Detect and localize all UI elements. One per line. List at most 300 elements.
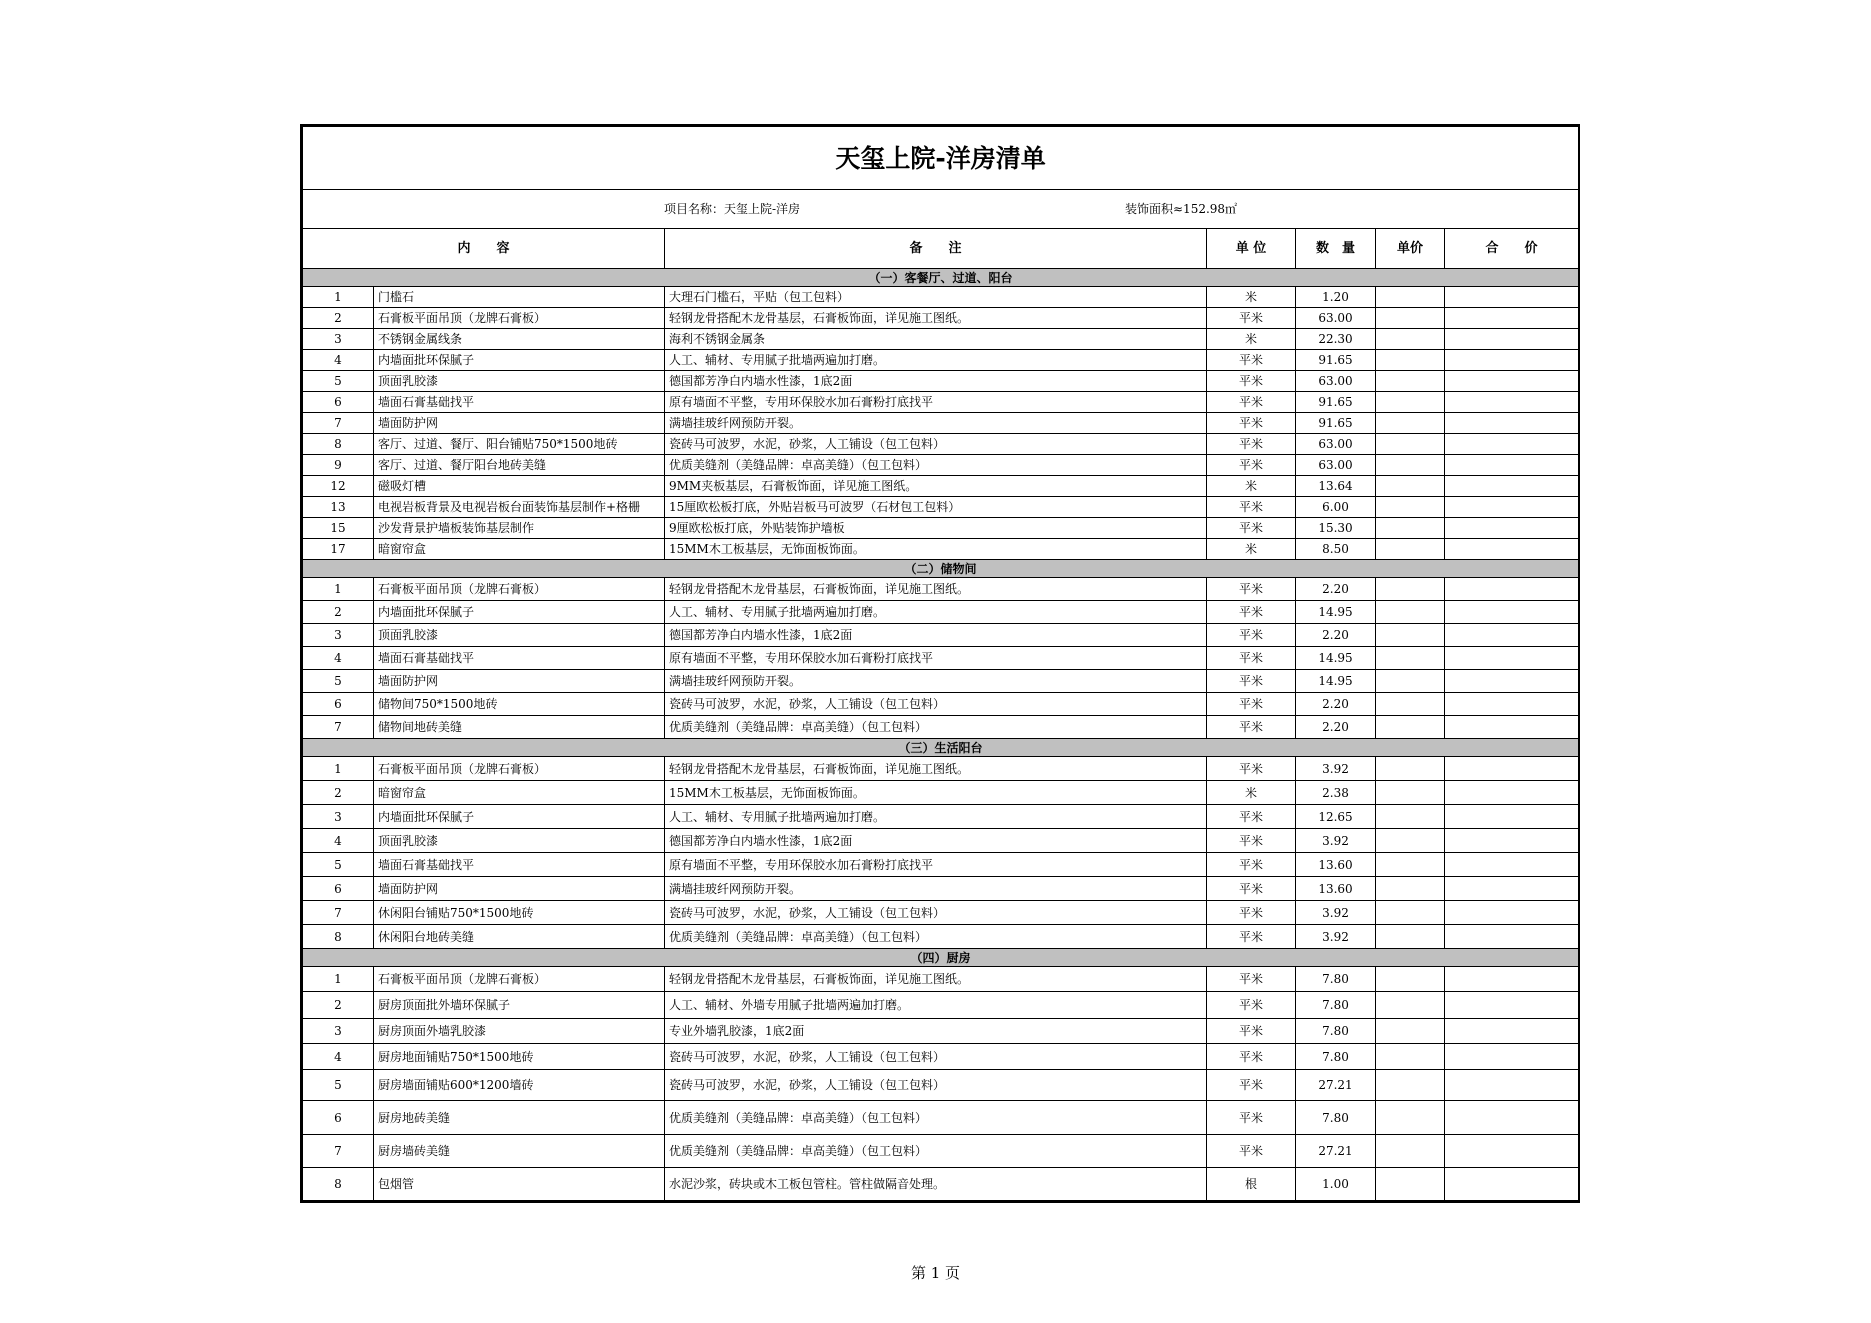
item-name: 石膏板平面吊顶（龙牌石膏板） [374, 308, 665, 329]
item-note: 轻钢龙骨搭配木龙骨基层，石膏板饰面，详见施工图纸。 [665, 967, 1207, 992]
decoration-area: 装饰面积≈152.98㎡ [1125, 202, 1238, 216]
item-price [1376, 287, 1445, 308]
item-total [1445, 287, 1579, 308]
item-quantity: 3.92 [1296, 829, 1376, 853]
item-note: 优质美缝剂（美缝品牌：卓高美缝）（包工包料） [665, 1101, 1207, 1135]
item-name: 暗窗帘盒 [374, 539, 665, 560]
item-unit: 米 [1207, 329, 1296, 350]
row-number: 7 [303, 1135, 374, 1168]
item-unit: 平米 [1207, 308, 1296, 329]
item-quantity: 14.95 [1296, 601, 1376, 624]
table-row [303, 967, 1579, 992]
item-unit: 平米 [1207, 601, 1296, 624]
table-row [303, 925, 1579, 949]
item-name: 石膏板平面吊顶（龙牌石膏板） [374, 967, 665, 992]
item-total [1445, 601, 1579, 624]
item-quantity: 3.92 [1296, 757, 1376, 781]
item-price [1376, 329, 1445, 350]
table-row [303, 413, 1579, 434]
item-name: 厨房墙砖美缝 [374, 1135, 665, 1168]
item-price [1376, 497, 1445, 518]
table-row [303, 371, 1579, 392]
item-total [1445, 925, 1579, 949]
header-content: 内 容 [303, 229, 665, 269]
item-name: 墙面石膏基础找平 [374, 392, 665, 413]
item-quantity: 2.20 [1296, 624, 1376, 647]
item-unit: 米 [1207, 476, 1296, 497]
item-price [1376, 392, 1445, 413]
item-quantity: 14.95 [1296, 670, 1376, 693]
section-title: （四）厨房 [303, 949, 1579, 967]
item-total [1445, 992, 1579, 1019]
item-total [1445, 647, 1579, 670]
table-row [303, 308, 1579, 329]
item-name: 厨房地面铺贴750*1500地砖 [374, 1044, 665, 1070]
item-quantity: 2.38 [1296, 781, 1376, 805]
item-name: 石膏板平面吊顶（龙牌石膏板） [374, 757, 665, 781]
row-number: 13 [303, 497, 374, 518]
item-name: 休闲阳台地砖美缝 [374, 925, 665, 949]
item-unit: 平米 [1207, 413, 1296, 434]
item-quantity: 2.20 [1296, 693, 1376, 716]
item-quantity: 22.30 [1296, 329, 1376, 350]
row-number: 6 [303, 392, 374, 413]
project-info [303, 190, 1579, 229]
item-quantity: 7.80 [1296, 992, 1376, 1019]
item-quantity: 12.65 [1296, 805, 1376, 829]
item-name: 包烟管 [374, 1168, 665, 1201]
item-quantity: 7.80 [1296, 967, 1376, 992]
item-name: 墙面防护网 [374, 670, 665, 693]
header-note: 备 注 [665, 229, 1207, 269]
item-unit: 平米 [1207, 392, 1296, 413]
header-total: 合 价 [1445, 229, 1579, 269]
section-header-row [303, 949, 1579, 967]
item-quantity: 1.00 [1296, 1168, 1376, 1201]
item-price [1376, 647, 1445, 670]
item-note: 人工、辅材、专用腻子批墙两遍加打磨。 [665, 601, 1207, 624]
item-note: 原有墙面不平整，专用环保胶水加石膏粉打底找平 [665, 647, 1207, 670]
table-row [303, 805, 1579, 829]
item-name: 客厅、过道、餐厅、阳台铺贴750*1500地砖 [374, 434, 665, 455]
item-unit: 平米 [1207, 455, 1296, 476]
item-name: 顶面乳胶漆 [374, 371, 665, 392]
item-total [1445, 497, 1579, 518]
item-note: 优质美缝剂（美缝品牌：卓高美缝）（包工包料） [665, 455, 1207, 476]
item-price [1376, 601, 1445, 624]
item-price [1376, 853, 1445, 877]
item-note: 瓷砖马可波罗，水泥，砂浆，人工铺设（包工包料） [665, 1070, 1207, 1101]
item-total [1445, 967, 1579, 992]
project-name: 项目名称：天玺上院-洋房 [664, 202, 801, 216]
item-note: 9厘欧松板打底，外贴装饰护墙板 [665, 518, 1207, 539]
row-number: 6 [303, 877, 374, 901]
row-number: 3 [303, 329, 374, 350]
row-number: 1 [303, 578, 374, 601]
item-unit: 平米 [1207, 434, 1296, 455]
quotation-table [302, 126, 1579, 1201]
item-price [1376, 1019, 1445, 1044]
item-total [1445, 1101, 1579, 1135]
section-title: （二）储物间 [303, 560, 1579, 578]
item-unit: 米 [1207, 781, 1296, 805]
item-note: 人工、辅材、外墙专用腻子批墙两遍加打磨。 [665, 992, 1207, 1019]
item-unit: 平米 [1207, 805, 1296, 829]
section-header-row [303, 739, 1579, 757]
item-unit: 平米 [1207, 693, 1296, 716]
item-price [1376, 901, 1445, 925]
item-total [1445, 1135, 1579, 1168]
item-name: 石膏板平面吊顶（龙牌石膏板） [374, 578, 665, 601]
table-row [303, 1168, 1579, 1201]
item-unit: 平米 [1207, 992, 1296, 1019]
item-total [1445, 1168, 1579, 1201]
item-total [1445, 455, 1579, 476]
item-name: 厨房墙面铺贴600*1200墙砖 [374, 1070, 665, 1101]
item-total [1445, 392, 1579, 413]
table-row [303, 329, 1579, 350]
item-price [1376, 1135, 1445, 1168]
item-quantity: 63.00 [1296, 434, 1376, 455]
row-number: 7 [303, 716, 374, 739]
item-note: 9MM夹板基层，石膏板饰面，详见施工图纸。 [665, 476, 1207, 497]
item-quantity: 3.92 [1296, 925, 1376, 949]
item-price [1376, 670, 1445, 693]
item-note: 人工、辅材、专用腻子批墙两遍加打磨。 [665, 350, 1207, 371]
table-row [303, 476, 1579, 497]
table-row [303, 287, 1579, 308]
item-name: 墙面石膏基础找平 [374, 853, 665, 877]
row-number: 1 [303, 967, 374, 992]
item-quantity: 7.80 [1296, 1044, 1376, 1070]
row-number: 2 [303, 992, 374, 1019]
table-row [303, 716, 1579, 739]
table-row [303, 601, 1579, 624]
table-row [303, 518, 1579, 539]
item-total [1445, 329, 1579, 350]
item-price [1376, 434, 1445, 455]
item-name: 门槛石 [374, 287, 665, 308]
table-row [303, 455, 1579, 476]
item-name: 顶面乳胶漆 [374, 829, 665, 853]
row-number: 5 [303, 371, 374, 392]
item-total [1445, 877, 1579, 901]
item-price [1376, 757, 1445, 781]
row-number: 5 [303, 1070, 374, 1101]
item-name: 厨房地砖美缝 [374, 1101, 665, 1135]
item-total [1445, 518, 1579, 539]
row-number: 3 [303, 1019, 374, 1044]
item-price [1376, 539, 1445, 560]
item-quantity: 2.20 [1296, 578, 1376, 601]
item-name: 暗窗帘盒 [374, 781, 665, 805]
row-number: 2 [303, 601, 374, 624]
quotation-sheet [300, 124, 1580, 1203]
table-row [303, 693, 1579, 716]
item-unit: 平米 [1207, 518, 1296, 539]
item-unit: 平米 [1207, 647, 1296, 670]
item-note: 优质美缝剂（美缝品牌：卓高美缝）（包工包料） [665, 925, 1207, 949]
item-price [1376, 518, 1445, 539]
item-name: 客厅、过道、餐厅阳台地砖美缝 [374, 455, 665, 476]
item-name: 磁吸灯槽 [374, 476, 665, 497]
row-number: 3 [303, 624, 374, 647]
table-row [303, 829, 1579, 853]
item-quantity: 63.00 [1296, 455, 1376, 476]
table-row [303, 1019, 1579, 1044]
item-price [1376, 1168, 1445, 1201]
item-total [1445, 578, 1579, 601]
table-row [303, 539, 1579, 560]
item-total [1445, 829, 1579, 853]
item-name: 沙发背景护墙板装饰基层制作 [374, 518, 665, 539]
table-row [303, 901, 1579, 925]
item-unit: 平米 [1207, 497, 1296, 518]
row-number: 17 [303, 539, 374, 560]
row-number: 4 [303, 1044, 374, 1070]
item-unit: 平米 [1207, 1070, 1296, 1101]
item-total [1445, 1070, 1579, 1101]
item-quantity: 13.60 [1296, 877, 1376, 901]
item-name: 墙面防护网 [374, 877, 665, 901]
item-quantity: 63.00 [1296, 308, 1376, 329]
item-note: 15MM木工板基层，无饰面板饰面。 [665, 539, 1207, 560]
item-price [1376, 992, 1445, 1019]
item-quantity: 7.80 [1296, 1019, 1376, 1044]
item-price [1376, 476, 1445, 497]
item-price [1376, 1044, 1445, 1070]
item-total [1445, 716, 1579, 739]
item-quantity: 14.95 [1296, 647, 1376, 670]
item-unit: 平米 [1207, 1019, 1296, 1044]
item-note: 德国都芳净白内墙水性漆，1底2面 [665, 371, 1207, 392]
item-quantity: 13.60 [1296, 853, 1376, 877]
item-total [1445, 901, 1579, 925]
row-number: 4 [303, 647, 374, 670]
item-note: 满墙挂玻纤网预防开裂。 [665, 877, 1207, 901]
item-note: 水泥沙浆，砖块或木工板包管柱。管柱做隔音处理。 [665, 1168, 1207, 1201]
item-price [1376, 805, 1445, 829]
table-row [303, 992, 1579, 1019]
section-header-row [303, 560, 1579, 578]
column-header-row [303, 229, 1579, 269]
row-number: 1 [303, 287, 374, 308]
item-note: 15厘欧松板打底，外贴岩板马可波罗（石材包工包料） [665, 497, 1207, 518]
item-name: 储物间地砖美缝 [374, 716, 665, 739]
item-quantity: 7.80 [1296, 1101, 1376, 1135]
item-total [1445, 624, 1579, 647]
item-unit: 平米 [1207, 829, 1296, 853]
table-row [303, 877, 1579, 901]
item-note: 15MM木工板基层，无饰面板饰面。 [665, 781, 1207, 805]
item-quantity: 91.65 [1296, 392, 1376, 413]
section-header-row [303, 269, 1579, 287]
table-row [303, 1044, 1579, 1070]
item-price [1376, 693, 1445, 716]
item-note: 原有墙面不平整，专用环保胶水加石膏粉打底找平 [665, 392, 1207, 413]
item-unit: 根 [1207, 1168, 1296, 1201]
item-quantity: 3.92 [1296, 901, 1376, 925]
section-title: （一）客餐厅、过道、阳台 [303, 269, 1579, 287]
item-quantity: 6.00 [1296, 497, 1376, 518]
item-note: 轻钢龙骨搭配木龙骨基层，石膏板饰面，详见施工图纸。 [665, 308, 1207, 329]
item-price [1376, 455, 1445, 476]
item-price [1376, 350, 1445, 371]
row-number: 15 [303, 518, 374, 539]
row-number: 4 [303, 350, 374, 371]
item-total [1445, 670, 1579, 693]
item-total [1445, 413, 1579, 434]
row-number: 4 [303, 829, 374, 853]
item-unit: 平米 [1207, 877, 1296, 901]
item-name: 顶面乳胶漆 [374, 624, 665, 647]
item-unit: 平米 [1207, 853, 1296, 877]
item-note: 轻钢龙骨搭配木龙骨基层，石膏板饰面，详见施工图纸。 [665, 757, 1207, 781]
item-price [1376, 829, 1445, 853]
item-price [1376, 781, 1445, 805]
row-number: 12 [303, 476, 374, 497]
row-number: 5 [303, 670, 374, 693]
item-quantity: 91.65 [1296, 413, 1376, 434]
row-number: 6 [303, 1101, 374, 1135]
table-row [303, 781, 1579, 805]
item-total [1445, 350, 1579, 371]
item-unit: 平米 [1207, 967, 1296, 992]
item-note: 瓷砖马可波罗，水泥，砂浆，人工铺设（包工包料） [665, 434, 1207, 455]
item-note: 大理石门槛石，平贴（包工包料） [665, 287, 1207, 308]
item-price [1376, 624, 1445, 647]
item-name: 电视岩板背景及电视岩板台面装饰基层制作+格栅 [374, 497, 665, 518]
table-row [303, 434, 1579, 455]
item-quantity: 2.20 [1296, 716, 1376, 739]
item-unit: 平米 [1207, 350, 1296, 371]
row-number: 2 [303, 781, 374, 805]
item-unit: 平米 [1207, 670, 1296, 693]
item-total [1445, 853, 1579, 877]
item-unit: 米 [1207, 539, 1296, 560]
item-name: 厨房顶面外墙乳胶漆 [374, 1019, 665, 1044]
item-name: 休闲阳台铺贴750*1500地砖 [374, 901, 665, 925]
item-name: 内墙面批环保腻子 [374, 350, 665, 371]
item-total [1445, 476, 1579, 497]
item-unit: 米 [1207, 287, 1296, 308]
item-note: 海利不锈钢金属条 [665, 329, 1207, 350]
item-total [1445, 434, 1579, 455]
table-row [303, 670, 1579, 693]
page-footer: 第 1 页 [910, 1264, 961, 1282]
item-total [1445, 539, 1579, 560]
row-number: 6 [303, 693, 374, 716]
item-name: 墙面石膏基础找平 [374, 647, 665, 670]
item-price [1376, 371, 1445, 392]
item-price [1376, 413, 1445, 434]
item-total [1445, 1044, 1579, 1070]
item-unit: 平米 [1207, 901, 1296, 925]
item-quantity: 91.65 [1296, 350, 1376, 371]
header-qty: 数 量 [1296, 229, 1376, 269]
item-note: 德国都芳净白内墙水性漆，1底2面 [665, 624, 1207, 647]
item-unit: 平米 [1207, 716, 1296, 739]
item-unit: 平米 [1207, 578, 1296, 601]
table-row [303, 647, 1579, 670]
table-row [303, 1135, 1579, 1168]
row-number: 9 [303, 455, 374, 476]
item-name: 内墙面批环保腻子 [374, 805, 665, 829]
item-name: 储物间750*1500地砖 [374, 693, 665, 716]
item-price [1376, 967, 1445, 992]
item-note: 满墙挂玻纤网预防开裂。 [665, 670, 1207, 693]
table-row [303, 853, 1579, 877]
item-total [1445, 371, 1579, 392]
item-note: 优质美缝剂（美缝品牌：卓高美缝）（包工包料） [665, 716, 1207, 739]
item-name: 不锈钢金属线条 [374, 329, 665, 350]
item-price [1376, 877, 1445, 901]
item-quantity: 13.64 [1296, 476, 1376, 497]
item-unit: 平米 [1207, 371, 1296, 392]
row-number: 1 [303, 757, 374, 781]
item-unit: 平米 [1207, 1044, 1296, 1070]
table-row [303, 757, 1579, 781]
header-unit: 单 位 [1207, 229, 1296, 269]
item-unit: 平米 [1207, 1135, 1296, 1168]
table-row [303, 624, 1579, 647]
row-number: 2 [303, 308, 374, 329]
item-note: 专业外墙乳胶漆，1底2面 [665, 1019, 1207, 1044]
item-unit: 平米 [1207, 1101, 1296, 1135]
item-note: 德国都芳净白内墙水性漆，1底2面 [665, 829, 1207, 853]
item-note: 人工、辅材、专用腻子批墙两遍加打磨。 [665, 805, 1207, 829]
item-name: 内墙面批环保腻子 [374, 601, 665, 624]
item-unit: 平米 [1207, 925, 1296, 949]
table-row [303, 350, 1579, 371]
item-quantity: 27.21 [1296, 1135, 1376, 1168]
item-quantity: 1.20 [1296, 287, 1376, 308]
table-row [303, 1101, 1579, 1135]
item-note: 轻钢龙骨搭配木龙骨基层，石膏板饰面，详见施工图纸。 [665, 578, 1207, 601]
row-number: 8 [303, 925, 374, 949]
item-note: 瓷砖马可波罗，水泥，砂浆，人工铺设（包工包料） [665, 1044, 1207, 1070]
table-row [303, 392, 1579, 413]
item-price [1376, 716, 1445, 739]
item-total [1445, 1019, 1579, 1044]
item-price [1376, 1101, 1445, 1135]
item-total [1445, 308, 1579, 329]
table-row [303, 497, 1579, 518]
item-quantity: 8.50 [1296, 539, 1376, 560]
item-price [1376, 1070, 1445, 1101]
item-quantity: 27.21 [1296, 1070, 1376, 1101]
item-total [1445, 693, 1579, 716]
table-row [303, 1070, 1579, 1101]
row-number: 8 [303, 434, 374, 455]
item-note: 瓷砖马可波罗，水泥，砂浆，人工铺设（包工包料） [665, 693, 1207, 716]
item-price [1376, 308, 1445, 329]
item-name: 墙面防护网 [374, 413, 665, 434]
section-title: （三）生活阳台 [303, 739, 1579, 757]
item-note: 原有墙面不平整，专用环保胶水加石膏粉打底找平 [665, 853, 1207, 877]
header-price: 单价 [1376, 229, 1445, 269]
row-number: 7 [303, 901, 374, 925]
item-name: 厨房顶面批外墙环保腻子 [374, 992, 665, 1019]
item-unit: 平米 [1207, 757, 1296, 781]
item-quantity: 15.30 [1296, 518, 1376, 539]
row-number: 8 [303, 1168, 374, 1201]
row-number: 3 [303, 805, 374, 829]
item-note: 满墙挂玻纤网预防开裂。 [665, 413, 1207, 434]
table-row [303, 578, 1579, 601]
item-note: 瓷砖马可波罗，水泥，砂浆，人工铺设（包工包料） [665, 901, 1207, 925]
item-unit: 平米 [1207, 624, 1296, 647]
